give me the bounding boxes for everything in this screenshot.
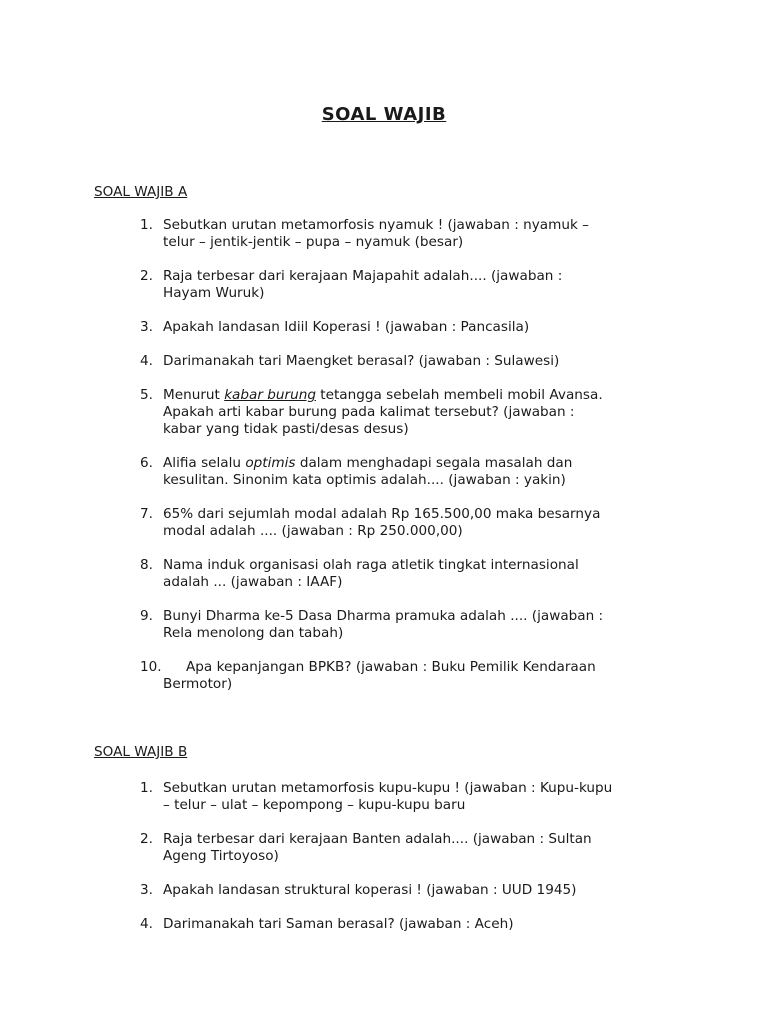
text-segment: Apakah arti kabar burung pada kalimat tersebut? (jawaban : bbox=[163, 404, 575, 420]
text-segment: modal adalah .... (jawaban : Rp 250.000,00) bbox=[163, 523, 463, 539]
question-item bbox=[140, 557, 700, 591]
question-item bbox=[140, 608, 700, 642]
text-segment: Darimanakah tari Maengket berasal? (jawaban : Sulawesi) bbox=[163, 353, 560, 369]
text-segment: Ageng Tirtoyoso) bbox=[163, 848, 279, 864]
text-segment: kabar yang tidak pasti/desas desus) bbox=[163, 421, 409, 437]
text-segment: Menurut bbox=[163, 387, 225, 403]
question-text-line bbox=[163, 387, 700, 404]
question-number: 10. bbox=[140, 659, 162, 675]
text-segment: tetangga sebelah membeli mobil Avansa. bbox=[315, 387, 603, 403]
text-segment: Raja terbesar dari kerajaan Banten adalah.... (jawaban : Sultan bbox=[163, 831, 592, 847]
question-text-line bbox=[163, 472, 700, 489]
section-heading-b: SOAL WAJIB B bbox=[94, 744, 188, 760]
section-heading-a: SOAL WAJIB A bbox=[94, 184, 188, 200]
page-title: SOAL WAJIB bbox=[321, 104, 447, 125]
question-text-line bbox=[163, 353, 700, 370]
text-segment: Apa kepanjangan BPKB? (jawaban : Buku Pemilik Kendaraan bbox=[186, 659, 596, 675]
question-text-line bbox=[163, 574, 700, 591]
question-item bbox=[140, 780, 700, 814]
question-number: 5. bbox=[140, 387, 153, 403]
question-text-line bbox=[163, 625, 700, 642]
question-text-line bbox=[163, 285, 700, 302]
question-text-line bbox=[163, 608, 700, 625]
question-number: 2. bbox=[140, 268, 153, 284]
question-list-b bbox=[140, 780, 700, 950]
text-segment: Hayam Wuruk) bbox=[163, 285, 265, 301]
question-number: 2. bbox=[140, 831, 153, 847]
text-segment: dalam menghadapi segala masalah dan bbox=[295, 455, 573, 471]
text-segment: Nama induk organisasi olah raga atletik tingkat internasional bbox=[163, 557, 579, 573]
question-text-line bbox=[163, 234, 700, 251]
question-text-line bbox=[163, 523, 700, 540]
question-item bbox=[140, 353, 700, 370]
text-segment: kesulitan. Sinonim kata optimis adalah.... (jawaban : yakin) bbox=[163, 472, 566, 488]
text-segment: Sebutkan urutan metamorfosis kupu-kupu ! (jawaban : Kupu-kupu bbox=[163, 780, 613, 796]
question-text-line bbox=[163, 676, 700, 693]
text-segment: Raja terbesar dari kerajaan Majapahit adalah.... (jawaban : bbox=[163, 268, 563, 284]
question-item bbox=[140, 916, 700, 933]
question-number: 7. bbox=[140, 506, 153, 522]
question-text-line bbox=[163, 557, 700, 574]
question-text-line bbox=[163, 319, 700, 336]
question-item bbox=[140, 659, 700, 693]
question-number: 4. bbox=[140, 353, 153, 369]
question-number: 4. bbox=[140, 916, 153, 932]
question-list-a bbox=[140, 217, 700, 710]
text-segment: Bunyi Dharma ke-5 Dasa Dharma pramuka adalah .... (jawaban : bbox=[163, 608, 604, 624]
emphasized-text: optimis bbox=[245, 455, 296, 471]
question-text-line bbox=[163, 455, 700, 472]
question-text-line bbox=[163, 506, 700, 523]
question-text-line bbox=[163, 831, 700, 848]
question-item bbox=[140, 882, 700, 899]
question-number: 8. bbox=[140, 557, 153, 573]
question-item bbox=[140, 217, 700, 251]
question-text-line bbox=[163, 421, 700, 438]
question-item bbox=[140, 387, 700, 438]
question-item bbox=[140, 506, 700, 540]
question-text-line bbox=[163, 797, 700, 814]
question-text-line bbox=[163, 217, 700, 234]
text-segment: 65% dari sejumlah modal adalah Rp 165.500,00 maka besarnya bbox=[163, 506, 601, 522]
question-number: 1. bbox=[140, 217, 153, 233]
text-segment: Sebutkan urutan metamorfosis nyamuk ! (jawaban : nyamuk – bbox=[163, 217, 589, 233]
question-text-line bbox=[163, 268, 700, 285]
question-text-line bbox=[163, 780, 700, 797]
question-text-line bbox=[163, 882, 700, 899]
text-segment: – telur – ulat – kepompong – kupu-kupu baru bbox=[163, 797, 466, 813]
text-segment: Darimanakah tari Saman berasal? (jawaban : Aceh) bbox=[163, 916, 514, 932]
question-number: 1. bbox=[140, 780, 153, 796]
text-segment: Rela menolong dan tabah) bbox=[163, 625, 344, 641]
question-item bbox=[140, 455, 700, 489]
question-number: 3. bbox=[140, 882, 153, 898]
question-text-line bbox=[163, 404, 700, 421]
question-text-line bbox=[163, 916, 700, 933]
emphasized-text: kabar burung bbox=[224, 387, 316, 403]
text-segment: Alifia selalu bbox=[163, 455, 246, 471]
question-number: 6. bbox=[140, 455, 153, 471]
text-segment: adalah ... (jawaban : IAAF) bbox=[163, 574, 343, 590]
question-number: 9. bbox=[140, 608, 153, 624]
text-segment: telur – jentik-jentik – pupa – nyamuk (besar) bbox=[163, 234, 464, 250]
question-number: 3. bbox=[140, 319, 153, 335]
text-segment: Apakah landasan Idiil Koperasi ! (jawaban : Pancasila) bbox=[163, 319, 530, 335]
question-item bbox=[140, 319, 700, 336]
question-item bbox=[140, 268, 700, 302]
question-item bbox=[140, 831, 700, 865]
question-text-line bbox=[163, 659, 700, 676]
question-text-line bbox=[163, 848, 700, 865]
text-segment: Apakah landasan struktural koperasi ! (jawaban : UUD 1945) bbox=[163, 882, 577, 898]
text-segment: Bermotor) bbox=[163, 676, 233, 692]
